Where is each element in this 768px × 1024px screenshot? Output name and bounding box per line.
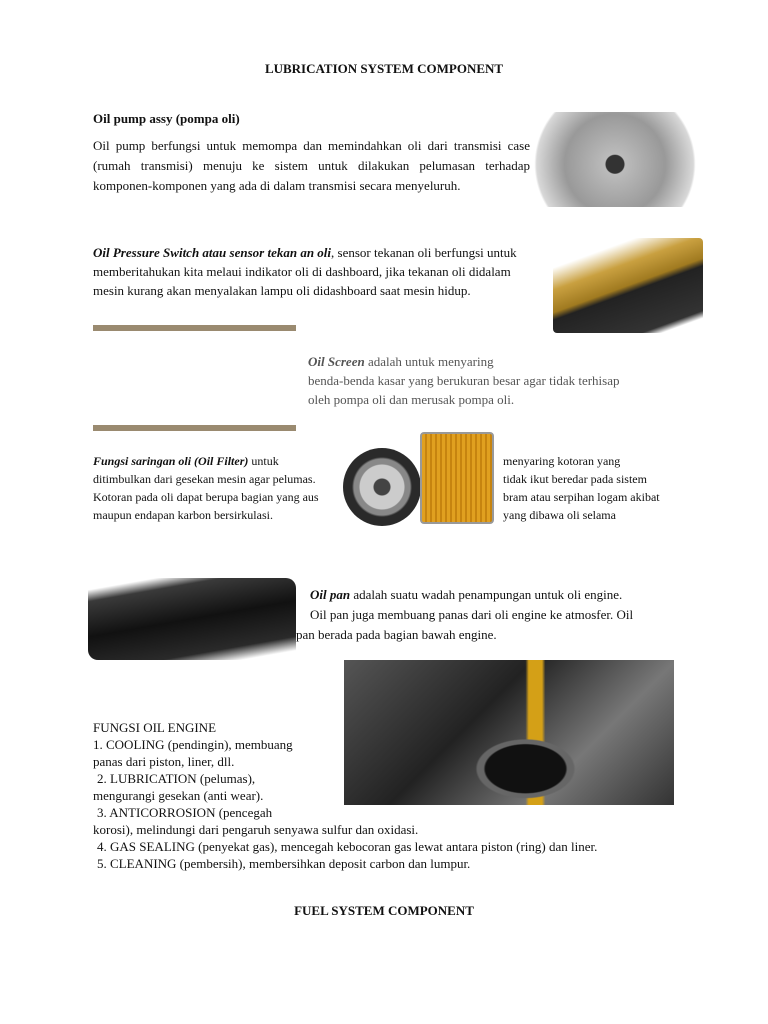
- oil-pan-image: [88, 578, 296, 660]
- fungsi-item: 3. ANTICORROSION (pencegah: [97, 805, 273, 820]
- fungsi-item: 2. LUBRICATION (pelumas),: [97, 771, 256, 786]
- oil-pump-text: Oil pump berfungsi untuk memompa dan memindahkan oli dari transmisi case (rumah transmisi) menuju ke sistem untuk dilakukan pelumasan terhadap komponen-komponen yang ada di dalam transmisi secara menyeluruh.: [93, 138, 530, 193]
- fungsi-item: korosi), melindungi dari pengaruh senyawa sulfur dan oxidasi.: [93, 822, 419, 837]
- fungsi-item: 4. GAS SEALING (penyekat gas), mencegah kebocoran gas lewat antara piston (ring) dan liner.: [97, 839, 598, 854]
- oil-screen-term: Oil Screen: [308, 354, 365, 369]
- divider-bar: [93, 325, 296, 331]
- oil-pan-line: adalah suatu wadah penampungan untuk oli engine.: [350, 587, 623, 602]
- oil-pan-line: Oil pan juga membuang panas dari oli engine ke atmosfer. Oil: [310, 607, 634, 622]
- fuel-system-title: FUEL SYSTEM COMPONENT: [294, 903, 474, 918]
- oil-filter-line: yang dibawa oli selama: [503, 508, 616, 522]
- oil-filter-image: [343, 448, 421, 526]
- oil-filter-right-text: [503, 452, 660, 524]
- pressure-switch-term: Oil Pressure Switch atau sensor tekan an oli: [93, 245, 332, 260]
- fungsi-item: 5. CLEANING (pembersih), membersihkan deposit carbon dan lumpur.: [97, 856, 471, 871]
- divider-bar: [93, 425, 296, 431]
- pressure-switch-text: [93, 243, 523, 300]
- oil-screen-text: [308, 352, 620, 409]
- oil-filter-left-text: [93, 452, 323, 524]
- oil-pan-line: pan berada pada bagian bawah engine.: [296, 627, 497, 642]
- oil-pan-text: [296, 585, 633, 645]
- page-title: LUBRICATION SYSTEM COMPONENT: [264, 61, 504, 76]
- fungsi-item: mengurangi gesekan (anti wear).: [93, 788, 264, 803]
- oil-filter-element-image: [420, 432, 494, 524]
- oil-pump-heading: Oil pump assy (pompa oli): [93, 111, 240, 126]
- oil-screen-line: adalah untuk menyaring: [364, 354, 494, 369]
- fungsi-item: panas dari piston, liner, dll.: [93, 754, 235, 769]
- fungsi-item: 1. COOLING (pendingin), membuang: [93, 737, 293, 752]
- pressure-switch-image: [553, 238, 703, 333]
- oil-filter-line: menyaring kotoran yang: [503, 454, 621, 468]
- oil-filter-desc: untuk ditimbulkan dari gesekan mesin agar pelumas. Kotoran pada oli dapat berupa bagian yang aus maupun endapan karbon bersirkulasi.: [93, 454, 319, 522]
- oil-filter-line: bram atau serpihan logam akibat: [503, 490, 660, 504]
- oil-filter-term: Fungsi saringan oli (Oil Filter): [93, 454, 249, 468]
- oil-screen-line: benda-benda kasar yang berukuran besar agar tidak terhisap: [308, 373, 620, 388]
- fungsi-heading: FUNGSI OIL ENGINE: [93, 720, 217, 735]
- fungsi-oil-list: [93, 719, 597, 872]
- oil-filter-line: tidak ikut beredar pada sistem: [503, 472, 647, 486]
- pressure-switch-desc: , sensor tekanan oli berfungsi untuk memberitahukan kita melaui indikator oli di dashboard, jika tekanan oli didalam mesin kurang akan menyalakan lampu oli didashboard saat mesin hidup.: [93, 245, 517, 298]
- oil-pump-image: [534, 112, 714, 207]
- oil-screen-line: oleh pompa oli dan merusak pompa oli.: [308, 392, 515, 407]
- oil-pan-term: Oil pan: [310, 587, 351, 602]
